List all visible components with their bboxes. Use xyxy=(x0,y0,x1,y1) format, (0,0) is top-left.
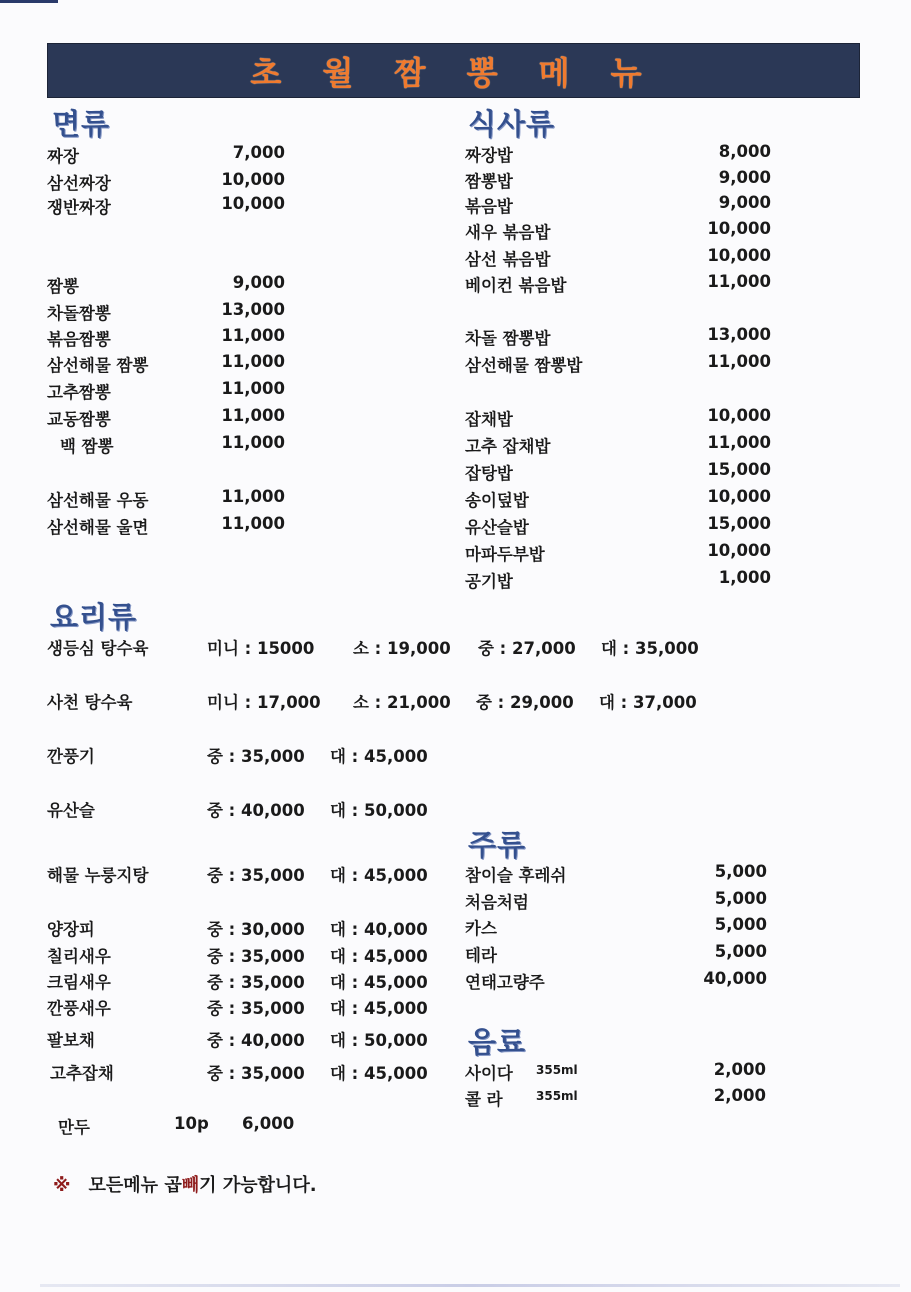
menu-item-price: 2,000 xyxy=(713,1086,766,1105)
menu-item-name: 교동짬뽕 xyxy=(47,410,111,429)
menu-item-name: 테라 xyxy=(465,946,497,965)
dish-size-large: 대 : 50,000 xyxy=(330,1031,428,1050)
menu-item-name: 유산슬밥 xyxy=(465,518,529,537)
dish-name: 칠리새우 xyxy=(47,947,111,966)
menu-item-price: 11,000 xyxy=(707,352,771,371)
menu-item-price: 5,000 xyxy=(714,915,767,934)
menu-item-name: 삼선해물 울면 xyxy=(47,518,149,537)
menu-item-name: 삼선해물 짬뽕 xyxy=(47,356,149,375)
dish-size-large: 대 : 35,000 xyxy=(601,639,699,658)
menu-item-price: 10,000 xyxy=(707,541,771,560)
note-mark: ※ xyxy=(53,1175,71,1196)
menu-item-price: 11,000 xyxy=(221,433,285,452)
drink-volume: 355ml xyxy=(536,1063,578,1077)
menu-item-name: 고추짬뽕 xyxy=(47,383,111,402)
menu-item-name: 짬뽕밥 xyxy=(465,172,513,191)
menu-item-price: 11,000 xyxy=(707,272,771,291)
dish-size-medium: 중 : 35,000 xyxy=(207,999,305,1018)
dish-size-medium: 중 : 35,000 xyxy=(207,866,305,885)
corner-mark xyxy=(0,0,58,3)
menu-item-price: 5,000 xyxy=(714,862,767,881)
dish-name: 사천 탕수육 xyxy=(47,693,133,712)
dish-name: 생등심 탕수육 xyxy=(47,639,149,658)
drink-volume: 355ml xyxy=(536,1089,578,1103)
menu-item-name: 삼선짜장 xyxy=(47,174,111,193)
dish-size-small: 소 : 21,000 xyxy=(353,693,451,712)
dish-size-mini: 미니 : 15000 xyxy=(207,639,315,658)
menu-item-name: 마파두부밥 xyxy=(465,545,545,564)
dish-size-medium: 중 : 30,000 xyxy=(207,920,305,939)
bottom-edge-line xyxy=(40,1284,900,1287)
dish-size-large: 대 : 45,000 xyxy=(330,747,428,766)
dish-size-medium: 중 : 40,000 xyxy=(207,1031,305,1050)
dumpling-count: 10p xyxy=(174,1114,209,1133)
dish-size-large: 대 : 45,000 xyxy=(330,999,428,1018)
menu-item-name: 연태고량주 xyxy=(465,973,545,992)
dish-size-large: 대 : 45,000 xyxy=(330,947,428,966)
menu-item-price: 11,000 xyxy=(221,326,285,345)
menu-item-price: 11,000 xyxy=(221,406,285,425)
section-title-drinks: 음료 xyxy=(468,1025,527,1059)
menu-item-price: 1,000 xyxy=(718,568,771,587)
menu-item-name: 삼선해물 우동 xyxy=(47,491,149,510)
dish-name: 고추잡채 xyxy=(50,1064,114,1083)
menu-item-price: 8,000 xyxy=(718,142,771,161)
dish-size-large: 대 : 45,000 xyxy=(330,973,428,992)
section-title-meals: 식사류 xyxy=(468,107,556,141)
menu-item-price: 10,000 xyxy=(707,487,771,506)
section-title-liquor: 주류 xyxy=(468,828,527,862)
menu-item-price: 13,000 xyxy=(221,300,285,319)
dish-name: 깐풍기 xyxy=(47,747,95,766)
menu-item-price: 11,000 xyxy=(221,514,285,533)
dish-size-medium: 중 : 35,000 xyxy=(207,1064,305,1083)
dish-size-medium: 중 : 35,000 xyxy=(207,947,305,966)
menu-item-price: 11,000 xyxy=(707,433,771,452)
menu-item-price: 15,000 xyxy=(707,460,771,479)
menu-title: 초 월 짬 뽕 메 뉴 xyxy=(250,53,657,92)
dish-name: 유산슬 xyxy=(47,801,95,820)
menu-item-name: 송이덮밥 xyxy=(465,491,529,510)
menu-item-name: 삼선 볶음밥 xyxy=(465,250,551,269)
menu-item-name: 백 짬뽕 xyxy=(60,437,114,456)
menu-item-price: 13,000 xyxy=(707,325,771,344)
menu-item-name: 삼선해물 짬뽕밥 xyxy=(465,356,583,375)
dish-name: 팔보채 xyxy=(47,1031,95,1050)
note-text-b: 기 가능합니다. xyxy=(199,1175,317,1196)
dish-size-medium: 중 : 27,000 xyxy=(478,639,576,658)
menu-item-price: 2,000 xyxy=(713,1060,766,1079)
dish-size-medium: 중 : 29,000 xyxy=(476,693,574,712)
dish-size-large: 대 : 45,000 xyxy=(330,866,428,885)
menu-item-price: 5,000 xyxy=(714,889,767,908)
menu-item-name: 카스 xyxy=(465,919,497,938)
menu-item-name: 새우 볶음밥 xyxy=(465,223,551,242)
menu-item-name: 베이컨 볶음밥 xyxy=(465,276,567,295)
dish-size-medium: 중 : 35,000 xyxy=(207,747,305,766)
menu-item-price: 9,000 xyxy=(718,193,771,212)
dish-name: 크림새우 xyxy=(47,973,111,992)
dish-name: 양장피 xyxy=(47,920,95,939)
menu-item-price: 11,000 xyxy=(221,487,285,506)
section-title-noodles: 면류 xyxy=(52,107,111,141)
note-text-a: 모든메뉴 곱 xyxy=(88,1175,182,1196)
menu-item-name: 차돌 짬뽕밥 xyxy=(465,329,551,348)
menu-item-name: 처음처럼 xyxy=(465,893,529,912)
menu-banner xyxy=(47,43,860,98)
menu-item-name: 참이슬 후레쉬 xyxy=(465,866,567,885)
menu-item-name: 잡탕밥 xyxy=(465,464,513,483)
menu-item-price: 10,000 xyxy=(221,194,285,213)
note-text-highlight: 빼 xyxy=(181,1175,200,1196)
menu-item-price: 11,000 xyxy=(221,352,285,371)
menu-item-price: 9,000 xyxy=(718,168,771,187)
menu-item-name: 짜장 xyxy=(47,147,79,166)
menu-item-name: 볶음짬뽕 xyxy=(47,330,111,349)
menu-item-price: 15,000 xyxy=(707,514,771,533)
menu-item-price: 10,000 xyxy=(707,406,771,425)
menu-item-name: 볶음밥 xyxy=(465,197,513,216)
menu-item-name: 고추 잡채밥 xyxy=(465,437,551,456)
dish-size-large: 대 : 45,000 xyxy=(330,1064,428,1083)
dish-size-medium: 중 : 40,000 xyxy=(207,801,305,820)
section-title-dishes: 요리류 xyxy=(50,600,138,634)
menu-item-name: 사이다 xyxy=(465,1064,513,1083)
menu-item-name: 짜장밥 xyxy=(465,146,513,165)
menu-item-price: 11,000 xyxy=(221,379,285,398)
dumpling-price: 6,000 xyxy=(242,1114,295,1133)
dish-size-small: 소 : 19,000 xyxy=(353,639,451,658)
menu-item-price: 9,000 xyxy=(232,273,285,292)
dish-size-large: 대 : 37,000 xyxy=(599,693,697,712)
menu-item-name: 쟁반짜장 xyxy=(47,198,111,217)
menu-item-price: 10,000 xyxy=(221,170,285,189)
menu-item-name: 콜 라 xyxy=(465,1090,503,1109)
menu-item-name: 짬뽕 xyxy=(47,277,79,296)
menu-item-name: 차돌짬뽕 xyxy=(47,304,111,323)
menu-item-price: 10,000 xyxy=(707,219,771,238)
dumpling-name: 만두 xyxy=(58,1118,90,1137)
menu-item-name: 잡채밥 xyxy=(465,410,513,429)
menu-item-price: 7,000 xyxy=(232,143,285,162)
footer-note xyxy=(53,1171,317,1197)
dish-size-mini: 미니 : 17,000 xyxy=(207,693,321,712)
menu-item-price: 5,000 xyxy=(714,942,767,961)
dish-name: 깐풍새우 xyxy=(47,999,111,1018)
menu-item-name: 공기밥 xyxy=(465,572,513,591)
menu-item-price: 40,000 xyxy=(703,969,767,988)
menu-item-price: 10,000 xyxy=(707,246,771,265)
dish-size-large: 대 : 40,000 xyxy=(330,920,428,939)
dish-size-medium: 중 : 35,000 xyxy=(207,973,305,992)
dish-name: 해물 누룽지탕 xyxy=(47,866,149,885)
dish-size-large: 대 : 50,000 xyxy=(330,801,428,820)
